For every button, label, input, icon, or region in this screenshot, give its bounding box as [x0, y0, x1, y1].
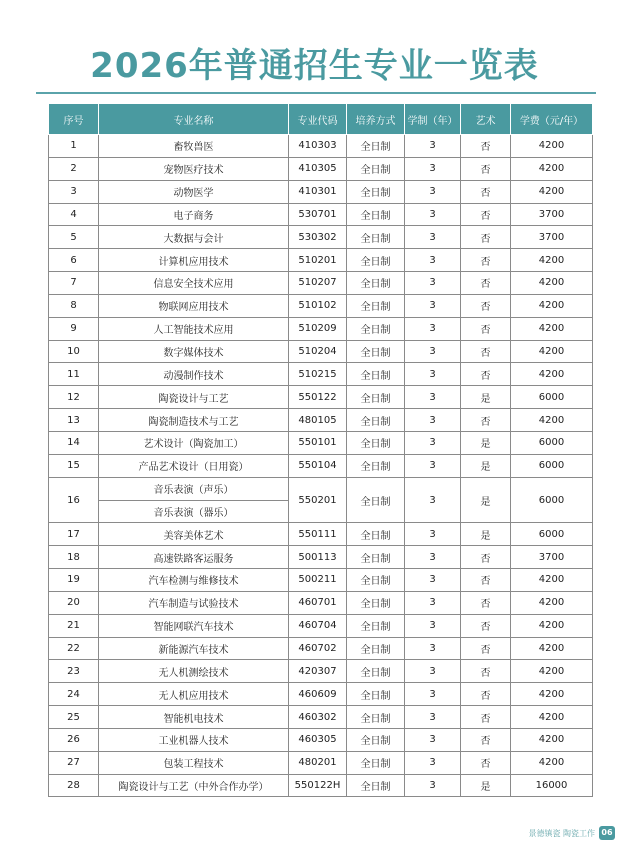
table-row	[49, 135, 593, 158]
table-cell: 全日制	[347, 683, 405, 706]
table-cell: 全日制	[347, 546, 405, 569]
table-cell: 3	[405, 614, 461, 637]
table-cell: 3	[405, 340, 461, 363]
table-cell: 全日制	[347, 614, 405, 637]
table-cell: 21	[49, 614, 99, 637]
table-row	[49, 203, 593, 226]
table-cell: 全日制	[347, 272, 405, 295]
table-cell: 6	[49, 249, 99, 272]
table-cell: 3	[405, 135, 461, 158]
table-cell: 3	[405, 751, 461, 774]
table-cell: 无人机应用技术	[99, 683, 289, 706]
table-cell: 460305	[289, 728, 347, 751]
table-cell: 20	[49, 591, 99, 614]
table-cell: 是	[461, 477, 511, 523]
table-cell: 3	[49, 180, 99, 203]
table-cell: 510204	[289, 340, 347, 363]
table-cell: 6000	[511, 523, 593, 546]
table-cell: 3	[405, 774, 461, 797]
table-cell: 2	[49, 157, 99, 180]
table-cell: 是	[461, 454, 511, 477]
table-cell: 510209	[289, 317, 347, 340]
table-cell: 4200	[511, 591, 593, 614]
table-cell: 410303	[289, 135, 347, 158]
table-row	[49, 660, 593, 683]
table-cell: 否	[461, 272, 511, 295]
table-cell: 4	[49, 203, 99, 226]
table-cell: 550122H	[289, 774, 347, 797]
column-header: 培养方式	[347, 104, 405, 135]
table-cell: 全日制	[347, 477, 405, 523]
table-cell: 否	[461, 660, 511, 683]
table-cell: 全日制	[347, 409, 405, 432]
table-cell: 420307	[289, 660, 347, 683]
table-cell: 否	[461, 637, 511, 660]
table-cell: 否	[461, 683, 511, 706]
table-cell: 3	[405, 569, 461, 592]
table-cell: 无人机测绘技术	[99, 660, 289, 683]
table-cell: 3700	[511, 203, 593, 226]
table-cell: 3	[405, 180, 461, 203]
table-cell: 全日制	[347, 660, 405, 683]
table-cell: 480201	[289, 751, 347, 774]
table-cell: 否	[461, 728, 511, 751]
table-cell: 4200	[511, 272, 593, 295]
table-cell: 全日制	[347, 294, 405, 317]
table-cell: 美容美体艺术	[99, 523, 289, 546]
table-cell: 大数据与会计	[99, 226, 289, 249]
table-cell: 4200	[511, 157, 593, 180]
table-cell: 3	[405, 728, 461, 751]
table-cell: 音乐表演（声乐）	[99, 477, 289, 500]
table-cell: 否	[461, 751, 511, 774]
table-cell: 3	[405, 386, 461, 409]
table-cell: 否	[461, 614, 511, 637]
table-cell: 6000	[511, 431, 593, 454]
table-cell: 3	[405, 363, 461, 386]
table-row	[49, 546, 593, 569]
table-cell: 否	[461, 409, 511, 432]
table-cell: 3	[405, 249, 461, 272]
table-cell: 全日制	[347, 751, 405, 774]
table-cell: 3	[405, 294, 461, 317]
table-cell: 24	[49, 683, 99, 706]
table-row	[49, 683, 593, 706]
table-row	[49, 409, 593, 432]
table-cell: 3	[405, 203, 461, 226]
table-cell: 电子商务	[99, 203, 289, 226]
table-cell: 信息安全技术应用	[99, 272, 289, 295]
table-cell: 6000	[511, 454, 593, 477]
table-cell: 全日制	[347, 135, 405, 158]
table-cell: 4200	[511, 294, 593, 317]
majors-table	[48, 103, 593, 797]
table-row	[49, 728, 593, 751]
table-cell: 新能源汽车技术	[99, 637, 289, 660]
table-row	[49, 363, 593, 386]
table-cell: 460704	[289, 614, 347, 637]
table-cell: 否	[461, 180, 511, 203]
table-row	[49, 180, 593, 203]
table-cell: 4200	[511, 751, 593, 774]
table-cell: 550104	[289, 454, 347, 477]
table-cell: 28	[49, 774, 99, 797]
column-header: 学费（元/年）	[511, 104, 593, 135]
table-cell: 全日制	[347, 363, 405, 386]
table-cell: 全日制	[347, 340, 405, 363]
table-row	[49, 226, 593, 249]
table-cell: 产品艺术设计（日用瓷）	[99, 454, 289, 477]
table-cell: 汽车检测与维修技术	[99, 569, 289, 592]
table-cell: 4200	[511, 180, 593, 203]
table-cell: 3	[405, 226, 461, 249]
table-cell: 3	[405, 272, 461, 295]
table-cell: 4200	[511, 409, 593, 432]
table-cell: 10	[49, 340, 99, 363]
table-row	[49, 454, 593, 477]
table-cell: 3	[405, 317, 461, 340]
table-cell: 4200	[511, 135, 593, 158]
table-cell: 460701	[289, 591, 347, 614]
table-cell: 3	[405, 683, 461, 706]
column-header: 学制（年）	[405, 104, 461, 135]
table-cell: 12	[49, 386, 99, 409]
table-cell: 13	[49, 409, 99, 432]
table-cell: 4200	[511, 660, 593, 683]
table-cell: 否	[461, 294, 511, 317]
table-cell: 否	[461, 135, 511, 158]
column-header: 专业代码	[289, 104, 347, 135]
table-cell: 全日制	[347, 203, 405, 226]
table-cell: 全日制	[347, 454, 405, 477]
table-cell: 畜牧兽医	[99, 135, 289, 158]
table-cell: 音乐表演（器乐）	[99, 500, 289, 523]
table-cell: 3	[405, 454, 461, 477]
table-cell: 否	[461, 317, 511, 340]
table-cell: 全日制	[347, 569, 405, 592]
table-cell: 530701	[289, 203, 347, 226]
table-cell: 3	[405, 660, 461, 683]
table-cell: 3	[405, 523, 461, 546]
table-row	[49, 431, 593, 454]
table-cell: 530302	[289, 226, 347, 249]
table-cell: 6000	[511, 477, 593, 523]
table-cell: 510207	[289, 272, 347, 295]
table-cell: 否	[461, 569, 511, 592]
table-row	[49, 477, 593, 500]
table-row	[49, 157, 593, 180]
table-cell: 包装工程技术	[99, 751, 289, 774]
table-row	[49, 523, 593, 546]
table-cell: 25	[49, 706, 99, 729]
table-row	[49, 591, 593, 614]
table-cell: 3700	[511, 546, 593, 569]
table-cell: 4200	[511, 637, 593, 660]
table-cell: 14	[49, 431, 99, 454]
table-cell: 5	[49, 226, 99, 249]
table-header-row	[49, 104, 593, 135]
page-number: 06	[599, 826, 615, 840]
table-cell: 22	[49, 637, 99, 660]
table-cell: 艺术设计（陶瓷加工）	[99, 431, 289, 454]
table-cell: 410305	[289, 157, 347, 180]
table-row	[49, 249, 593, 272]
table-cell: 4200	[511, 706, 593, 729]
table-cell: 否	[461, 340, 511, 363]
table-cell: 16000	[511, 774, 593, 797]
table-cell: 全日制	[347, 157, 405, 180]
table-cell: 510201	[289, 249, 347, 272]
table-cell: 3	[405, 409, 461, 432]
table-cell: 3	[405, 706, 461, 729]
table-row	[49, 751, 593, 774]
table-cell: 动漫制作技术	[99, 363, 289, 386]
table-body	[49, 135, 593, 797]
table-cell: 否	[461, 363, 511, 386]
table-cell: 3	[405, 157, 461, 180]
table-cell: 3700	[511, 226, 593, 249]
table-row	[49, 386, 593, 409]
title-divider	[36, 92, 596, 94]
table-cell: 3	[405, 637, 461, 660]
table-cell: 550111	[289, 523, 347, 546]
table-row	[49, 569, 593, 592]
table-cell: 全日制	[347, 728, 405, 751]
table-cell: 4200	[511, 569, 593, 592]
table-cell: 9	[49, 317, 99, 340]
table-cell: 510102	[289, 294, 347, 317]
column-header: 艺术	[461, 104, 511, 135]
table-cell: 3	[405, 431, 461, 454]
table-cell: 26	[49, 728, 99, 751]
table-row	[49, 774, 593, 797]
table-cell: 18	[49, 546, 99, 569]
table-cell: 数字媒体技术	[99, 340, 289, 363]
table-cell: 智能机电技术	[99, 706, 289, 729]
table-cell: 全日制	[347, 706, 405, 729]
table-row	[49, 706, 593, 729]
table-cell: 23	[49, 660, 99, 683]
table-cell: 460609	[289, 683, 347, 706]
table-cell: 6000	[511, 386, 593, 409]
table-cell: 500211	[289, 569, 347, 592]
footer-text: 景德镇瓷 陶瓷工作	[528, 828, 595, 838]
table-cell: 全日制	[347, 431, 405, 454]
table-cell: 物联网应用技术	[99, 294, 289, 317]
table-cell: 510215	[289, 363, 347, 386]
table-cell: 全日制	[347, 180, 405, 203]
table-cell: 全日制	[347, 226, 405, 249]
table-cell: 高速铁路客运服务	[99, 546, 289, 569]
table-cell: 4200	[511, 340, 593, 363]
table-row	[49, 637, 593, 660]
table-cell: 是	[461, 386, 511, 409]
table-cell: 460302	[289, 706, 347, 729]
table-cell: 宠物医疗技术	[99, 157, 289, 180]
table-cell: 550201	[289, 477, 347, 523]
table-cell: 3	[405, 546, 461, 569]
page-title: 2026年普通招生专业一览表	[90, 46, 539, 86]
table-cell: 否	[461, 706, 511, 729]
table-cell: 否	[461, 203, 511, 226]
table-cell: 7	[49, 272, 99, 295]
table-cell: 否	[461, 249, 511, 272]
table-cell: 550122	[289, 386, 347, 409]
table-cell: 计算机应用技术	[99, 249, 289, 272]
table-cell: 工业机器人技术	[99, 728, 289, 751]
table-cell: 动物医学	[99, 180, 289, 203]
table-row	[49, 614, 593, 637]
table-cell: 全日制	[347, 637, 405, 660]
table-cell: 17	[49, 523, 99, 546]
table-row	[49, 340, 593, 363]
table-row	[49, 272, 593, 295]
table-cell: 陶瓷设计与工艺	[99, 386, 289, 409]
table-cell: 4200	[511, 614, 593, 637]
table-cell: 500113	[289, 546, 347, 569]
table-cell: 全日制	[347, 317, 405, 340]
table-cell: 8	[49, 294, 99, 317]
table-cell: 15	[49, 454, 99, 477]
table-cell: 3	[405, 477, 461, 523]
table-cell: 19	[49, 569, 99, 592]
table-cell: 410301	[289, 180, 347, 203]
table-cell: 4200	[511, 249, 593, 272]
table-cell: 否	[461, 157, 511, 180]
table-row	[49, 317, 593, 340]
table-cell: 1	[49, 135, 99, 158]
table-cell: 11	[49, 363, 99, 386]
table-cell: 全日制	[347, 523, 405, 546]
table-cell: 4200	[511, 363, 593, 386]
table-cell: 全日制	[347, 774, 405, 797]
table-row	[49, 294, 593, 317]
table-cell: 否	[461, 226, 511, 249]
column-header: 序号	[49, 104, 99, 135]
table-cell: 智能网联汽车技术	[99, 614, 289, 637]
table-cell: 全日制	[347, 249, 405, 272]
table-cell: 是	[461, 523, 511, 546]
table-cell: 550101	[289, 431, 347, 454]
table-cell: 是	[461, 431, 511, 454]
table-cell: 3	[405, 591, 461, 614]
table-cell: 4200	[511, 728, 593, 751]
table-cell: 4200	[511, 317, 593, 340]
table-cell: 否	[461, 546, 511, 569]
table-cell: 是	[461, 774, 511, 797]
table-cell: 陶瓷制造技术与工艺	[99, 409, 289, 432]
table-cell: 4200	[511, 683, 593, 706]
table-cell: 27	[49, 751, 99, 774]
table-cell: 人工智能技术应用	[99, 317, 289, 340]
table-cell: 汽车制造与试验技术	[99, 591, 289, 614]
table-cell: 陶瓷设计与工艺（中外合作办学）	[99, 774, 289, 797]
column-header: 专业名称	[99, 104, 289, 135]
table-cell: 全日制	[347, 591, 405, 614]
page-footer	[528, 826, 615, 840]
table-cell: 否	[461, 591, 511, 614]
table-cell: 460702	[289, 637, 347, 660]
table-cell: 全日制	[347, 386, 405, 409]
table-cell: 480105	[289, 409, 347, 432]
table-cell: 16	[49, 477, 99, 523]
